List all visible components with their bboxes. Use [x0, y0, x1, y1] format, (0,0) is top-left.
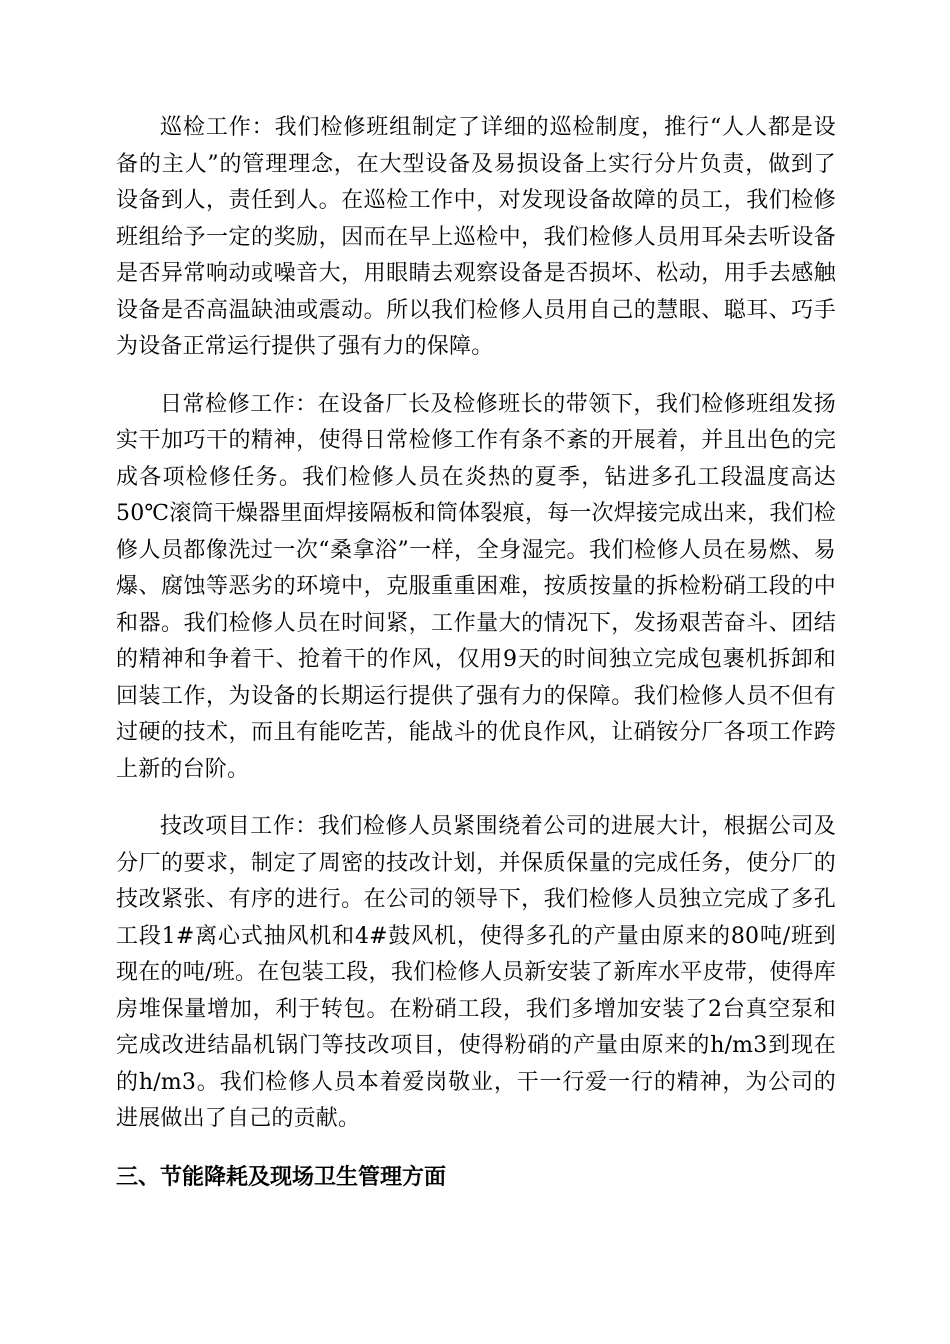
paragraph-inspection-work: 巡检工作：我们检修班组制定了详细的巡检制度，推行“人人都是设备的主人”的管理理念，在大型设备及易损设备上实行分片负责，做到了设备到人，责任到人。在巡检工作中，对发现设备故障的员工，我们检修班组给予一定的奖励，因而在早上巡检中，我们检修人员用耳朵去听设备是否异常响动或噪音大，用眼睛去观察设备是否损坏、松动，用手去感触设备是否高温缺油或震动。所以我们检修人员用自己的慧眼、聪耳、巧手为设备正常运行提供了强有力的保障。	[116, 115, 836, 359]
document-body	[116, 110, 836, 1195]
paragraph-technical-renovation: 技改项目工作：我们检修人员紧围绕着公司的进展大计，根据公司及分厂的要求，制定了周密的技改计划，并保质保量的完成任务，使分厂的技改紧张、有序的进行。在公司的领导下，我们检修人员独立完成了多孔工段1#离心式抽风机和4#鼓风机，使得多孔的产量由原来的80吨/班到现在的吨/班。在包装工段，我们检修人员新安装了新库水平皮带，使得库房堆保量增加，利于转包。在粉硝工段，我们多增加安装了2台真空泵和完成改进结晶机锅门等技改项目，使得粉硝的产量由原来的h/m3到现在的h/m3。我们检修人员本着爱岗敬业，干一行爱一行的精神，为公司的进展做出了自己的贡献。	[116, 814, 836, 1131]
paragraph-daily-maintenance: 日常检修工作：在设备厂长及检修班长的带领下，我们检修班组发扬实干加巧干的精神，使得日常检修工作有条不紊的开展着，并且出色的完成各项检修任务。我们检修人员在炎热的夏季，钻进多孔工段温度高达50℃滚筒干燥器里面焊接隔板和筒体裂痕，每一次焊接完成出来，我们检修人员都像洗过一次“桑拿浴”一样，全身湿完。我们检修人员在易燃、易爆、腐蚀等恶劣的环境中，克服重重困难，按质按量的拆检粉硝工段的中和器。我们检修人员在时间紧，工作量大的情况下，发扬艰苦奋斗、团结的精神和争着干、抢着干的作风，仅用9天的时间独立完成包裹机拆卸和回装工作，为设备的长期运行提供了强有力的保障。我们检修人员不但有过硬的技术，而且有能吃苦，能战斗的优良作风，让硝铵分厂各项工作跨上新的台阶。	[116, 391, 836, 782]
section-heading: 三、节能降耗及现场卫生管理方面	[116, 1163, 447, 1190]
